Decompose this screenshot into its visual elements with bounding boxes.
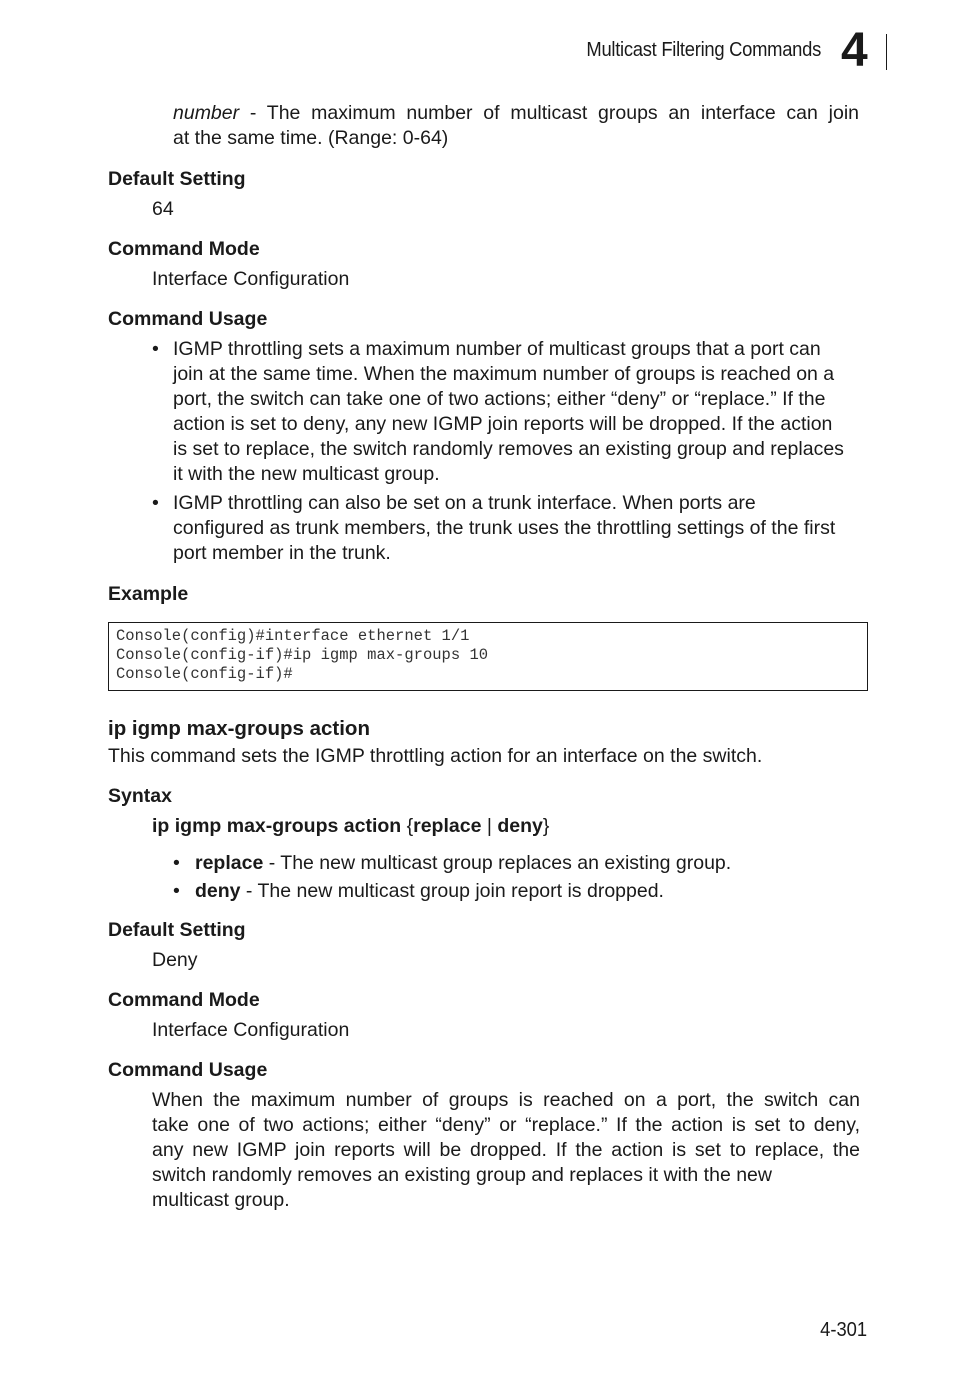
- default-setting-value: 64: [152, 198, 174, 220]
- page-number: 4-301: [819, 1319, 867, 1341]
- command-title: ip igmp max-groups action: [108, 717, 370, 740]
- usage-line: any new IGMP join reports will be dropped. If the action is set to replace, the: [152, 1139, 860, 1161]
- default-setting-value-2: Deny: [152, 949, 198, 971]
- option-desc: - The new multicast group join report is dropped.: [240, 880, 664, 902]
- command-description: This command sets the IGMP throttling action for an interface on the switch.: [108, 745, 763, 767]
- chapter-number: 4: [841, 24, 868, 77]
- code-line: Console(config-if)#: [116, 665, 293, 683]
- command-usage-heading: Command Usage: [108, 308, 268, 330]
- syntax-brace-close: }: [542, 815, 550, 837]
- syntax-option-replace: replace: [413, 815, 482, 837]
- usage-line: When the maximum number of groups is reached on a port, the switch can: [152, 1089, 860, 1111]
- bullet-marker: •: [173, 852, 180, 874]
- usage-line: multicast group.: [152, 1189, 290, 1211]
- usage-bullet: [173, 337, 844, 487]
- param-description: [173, 101, 859, 151]
- command-mode-heading-2: Command Mode: [108, 989, 260, 1011]
- usage-line: action is set to deny, any new IGMP join reports will be dropped. If the action: [173, 413, 833, 435]
- usage-line: join at the same time. When the maximum number of groups is reached on a: [173, 363, 835, 385]
- default-setting-heading-2: Default Setting: [108, 919, 246, 941]
- code-line: Console(config-if)#ip igmp max-groups 10: [116, 646, 489, 664]
- command-usage-paragraph: [152, 1088, 860, 1213]
- syntax-line: [152, 814, 549, 839]
- bullet-marker: •: [173, 880, 180, 902]
- option-item-deny: [195, 879, 664, 904]
- syntax-heading: Syntax: [108, 785, 172, 807]
- option-name: deny: [195, 880, 241, 902]
- syntax-command: ip igmp max-groups action: [152, 815, 407, 837]
- usage-line: configured as trunk members, the trunk uses the throttling settings of the first: [173, 517, 836, 539]
- usage-bullet: [173, 491, 835, 566]
- syntax-brace-open: {: [406, 815, 414, 837]
- running-header-title: Multicast Filtering Commands: [586, 39, 821, 61]
- command-mode-heading: Command Mode: [108, 238, 260, 260]
- usage-line: take one of two actions; either “deny” or “replace.” If the action is set to deny,: [152, 1114, 860, 1136]
- usage-line: it with the new multicast group.: [173, 463, 440, 485]
- bullet-marker: •: [152, 338, 159, 360]
- option-desc: - The new multicast group replaces an existing group.: [263, 852, 732, 874]
- code-example: [108, 622, 868, 691]
- param-desc-line2: at the same time. (Range: 0-64): [173, 127, 449, 149]
- bullet-marker: •: [152, 492, 159, 514]
- example-heading: Example: [108, 583, 189, 605]
- usage-line: port member in the trunk.: [173, 542, 391, 564]
- usage-line: IGMP throttling sets a maximum number of multicast groups that a port can: [173, 338, 821, 360]
- command-mode-value-2: Interface Configuration: [152, 1019, 350, 1041]
- command-mode-value: Interface Configuration: [152, 268, 350, 290]
- option-name: replace: [195, 852, 264, 874]
- code-line: Console(config)#interface ethernet 1/1: [116, 627, 470, 645]
- usage-line: switch randomly removes an existing group and replaces it with the new: [152, 1164, 772, 1186]
- default-setting-heading: Default Setting: [108, 168, 246, 190]
- usage-line: port, the switch can take one of two actions; either “deny” or “replace.” If the: [173, 388, 826, 410]
- usage-line: IGMP throttling can also be set on a trunk interface. When ports are: [173, 492, 756, 514]
- param-desc-line1: - The maximum number of multicast groups an interface can join: [239, 102, 859, 124]
- command-usage-heading-2: Command Usage: [108, 1059, 268, 1081]
- param-name: number: [173, 102, 240, 124]
- syntax-option-deny: deny: [497, 815, 543, 837]
- option-item-replace: [195, 851, 731, 876]
- syntax-separator: |: [481, 815, 498, 837]
- usage-line: is set to replace, the switch randomly removes an existing group and replaces: [173, 438, 844, 460]
